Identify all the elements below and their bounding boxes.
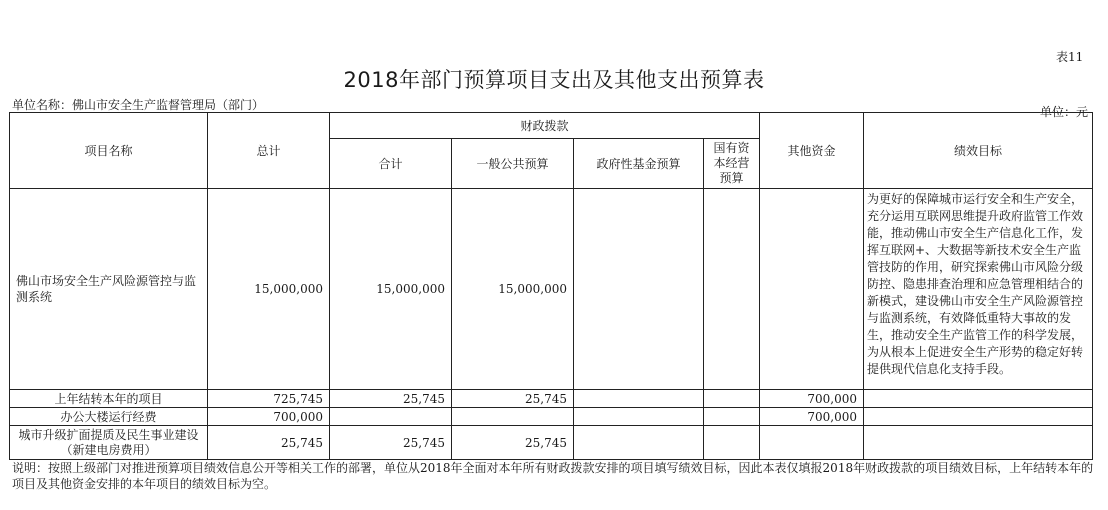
header-project-name: 项目名称 (10, 113, 208, 189)
subtotal-cell (330, 408, 452, 426)
performance-cell (864, 408, 1093, 426)
performance-cell (864, 426, 1093, 460)
gov-fund-cell (574, 189, 704, 390)
header-subtotal: 合计 (330, 139, 452, 189)
general-budget-cell (452, 408, 574, 426)
state-capital-cell (704, 426, 760, 460)
subtotal-cell: 15,000,000 (330, 189, 452, 390)
project-name-cell: 城市升级扩面提质及民生事业建设（新建电房费用） (10, 426, 208, 460)
other-funds-cell (760, 189, 864, 390)
other-funds-cell (760, 426, 864, 460)
header-fiscal: 财政拨款 (330, 113, 760, 139)
page-title: 2018年部门预算项目支出及其他支出预算表 (343, 68, 765, 92)
project-name-cell: 上年结转本年的项目 (10, 390, 208, 408)
state-capital-cell (704, 408, 760, 426)
subtotal-cell: 25,745 (330, 426, 452, 460)
header-total: 总计 (208, 113, 330, 189)
other-funds-cell: 700,000 (760, 408, 864, 426)
table-row (10, 426, 1093, 460)
sheet-number: 表11 (1056, 50, 1084, 64)
general-budget-cell: 25,745 (452, 426, 574, 460)
performance-cell: 为更好的保障城市运行安全和生产安全，充分运用互联网思维提升政府监管工作效能，推动佛山市安全生产信息化工作，发挥互联网+、大数据等新技术安全生产监管技防的作用，研究探索佛山市风险分级防控、隐患排查治理和应急管理相结合的新模式，建设佛山市安全生产风险源管控与监测系统，有效降低重特大事故的发生，推动安全生产监管工作的科学发展，为从根本上促进安全生产形势的稳定好转提供现代信息化支持手段。 (864, 189, 1093, 390)
footnote: 说明：按照上级部门对推进预算项目绩效信息公开等相关工作的部署，单位从2018年全面对本年所有财政拨款安排的项目填写绩效目标，因此本表仅填报2018年财政拨款的项目绩效目标，上年结转本年的项目及其他资金安排的本年项目的绩效目标为空。 (12, 461, 1094, 491)
total-cell: 25,745 (208, 426, 330, 460)
general-budget-cell: 15,000,000 (452, 189, 574, 390)
state-capital-cell (704, 390, 760, 408)
table-row (10, 189, 1093, 390)
total-cell: 700,000 (208, 408, 330, 426)
header-other-funds: 其他资金 (760, 113, 864, 189)
general-budget-cell: 25,745 (452, 390, 574, 408)
gov-fund-cell (574, 390, 704, 408)
project-name-cell: 办公大楼运行经费 (10, 408, 208, 426)
table-row (10, 408, 1093, 426)
state-capital-cell (704, 189, 760, 390)
performance-cell (864, 390, 1093, 408)
other-funds-cell: 700,000 (760, 390, 864, 408)
header-general-budget: 一般公共预算 (452, 139, 574, 189)
header-performance: 绩效目标 (864, 113, 1093, 189)
currency-unit: 单位：元 (1040, 105, 1089, 119)
total-cell: 15,000,000 (208, 189, 330, 390)
header-state-capital: 国有资本经营预算 (704, 139, 760, 189)
gov-fund-cell (574, 408, 704, 426)
total-cell: 725,745 (208, 390, 330, 408)
budget-table (9, 112, 1093, 460)
gov-fund-cell (574, 426, 704, 460)
table-row (10, 390, 1093, 408)
header-gov-fund: 政府性基金预算 (574, 139, 704, 189)
unit-name: 单位名称：佛山市安全生产监督管理局（部门） (12, 98, 265, 112)
subtotal-cell: 25,745 (330, 390, 452, 408)
project-name-cell: 佛山市场安全生产风险源管控与监测系统 (10, 189, 208, 390)
